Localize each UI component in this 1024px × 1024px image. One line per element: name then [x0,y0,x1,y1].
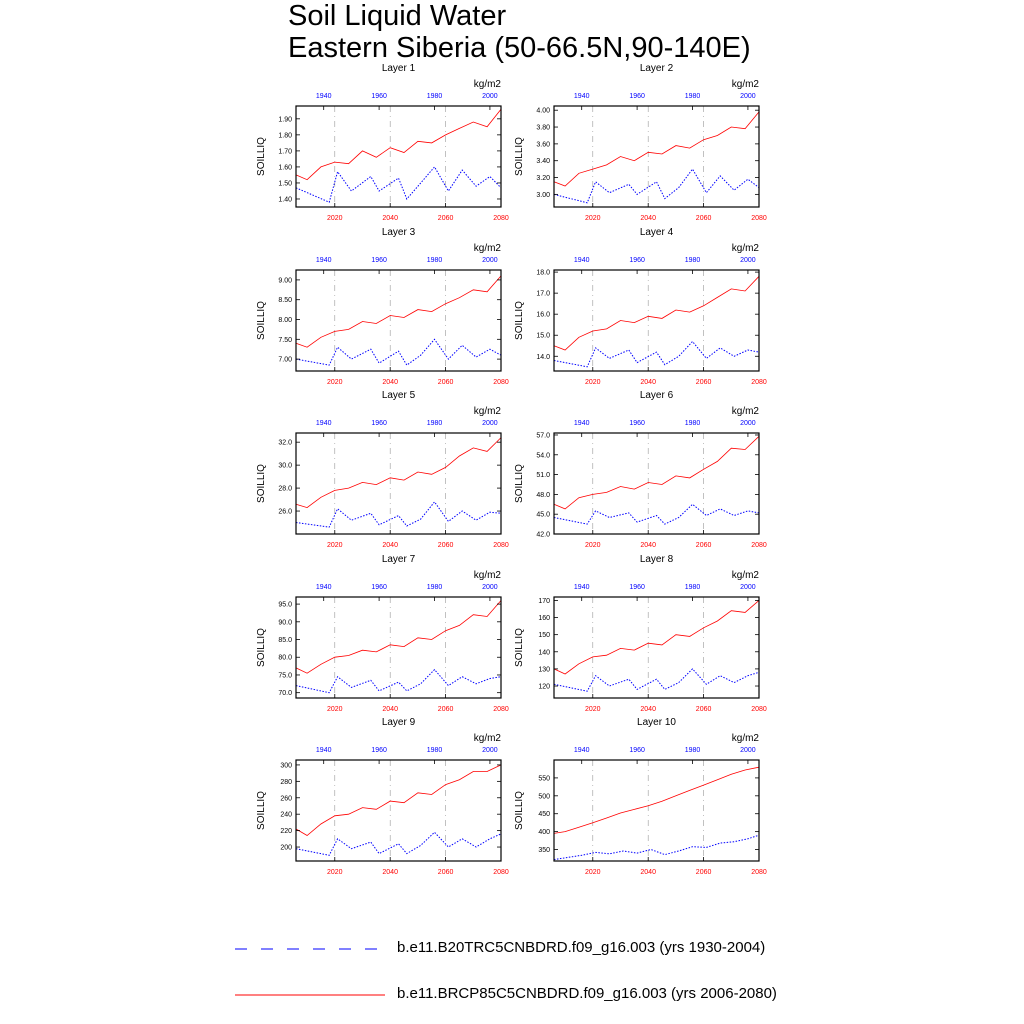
legend-swatch-hist [235,939,385,959]
series-line-future [554,767,759,833]
units-label: kg/m2 [731,79,759,90]
chart-panel-4 [514,227,767,386]
y-tick-label: 42.0 [536,531,550,539]
x-tick-label-future: 2040 [640,379,656,386]
series-line-hist [554,835,759,859]
x-tick-label-hist: 1980 [684,584,701,591]
y-tick-label: 75.0 [278,672,292,680]
y-tick-label: 48.0 [536,491,550,499]
x-tick-label-hist: 2000 [482,584,498,591]
chart-panel-1 [256,63,509,222]
x-tick-label-hist: 1940 [315,420,332,427]
x-tick-label-future: 2020 [584,542,601,549]
y-axis-label: SOILLIQ [256,301,267,340]
series-line-future [296,601,501,674]
x-tick-label-future: 2060 [437,869,454,876]
series-line-hist [554,504,759,524]
y-axis-label: SOILLIQ [514,791,525,830]
x-tick-label-hist: 1940 [315,257,332,264]
x-tick-label-future: 2080 [751,379,767,386]
x-tick-label-future: 2080 [751,215,767,222]
y-tick-label: 95.0 [278,601,292,609]
series-line-hist [554,342,759,367]
x-tick-label-future: 2060 [695,215,712,222]
x-tick-label-future: 2080 [493,869,509,876]
x-tick-label-hist: 1940 [573,747,590,754]
x-tick-label-hist: 2000 [740,257,756,264]
x-tick-label-future: 2060 [695,706,712,713]
y-tick-label: 300 [280,762,292,770]
y-tick-label: 3.20 [536,175,550,183]
y-tick-label: 260 [280,795,292,803]
series-line-hist [554,669,759,691]
x-tick-label-future: 2060 [437,706,454,713]
x-tick-label-future: 2080 [493,706,509,713]
x-tick-label-future: 2020 [584,215,601,222]
y-tick-label: 120 [538,683,550,691]
series-line-hist [296,167,501,202]
y-tick-label: 9.00 [278,277,292,285]
y-tick-label: 350 [538,847,550,855]
units-label: kg/m2 [731,570,759,581]
x-tick-label-hist: 2000 [482,747,498,754]
y-tick-label: 28.0 [278,485,292,493]
x-tick-label-future: 2040 [640,706,656,713]
legend-label-future: b.e11.BRCP85C5CNBDRD.f09_g16.003 (yrs 2006-2080) [397,985,777,1002]
y-tick-label: 1.60 [278,164,292,172]
plot-frame [554,106,759,207]
chart-panel-3 [256,227,509,386]
y-tick-label: 26.0 [278,508,292,516]
x-tick-label-future: 2020 [584,869,601,876]
x-tick-label-future: 2080 [493,215,509,222]
x-tick-label-hist: 1940 [573,93,590,100]
x-tick-label-hist: 1980 [684,420,701,427]
x-tick-label-future: 2060 [437,215,454,222]
x-tick-label-future: 2080 [493,379,509,386]
y-axis-label: SOILLIQ [514,464,525,503]
x-tick-label-future: 2040 [382,542,398,549]
y-tick-label: 220 [280,828,292,836]
x-tick-label-hist: 1980 [426,93,443,100]
chart-panel-2 [514,63,767,222]
chart-panel-5 [256,390,509,549]
x-tick-label-hist: 1960 [629,747,645,754]
panel-title: Layer 10 [637,717,676,728]
y-axis-label: SOILLIQ [256,628,267,667]
y-tick-label: 8.50 [278,297,292,305]
y-tick-label: 1.40 [278,196,292,204]
x-tick-label-hist: 1980 [684,257,701,264]
x-tick-label-future: 2080 [751,542,767,549]
x-tick-label-future: 2060 [437,379,454,386]
y-tick-label: 3.60 [536,141,550,149]
x-tick-label-future: 2080 [751,869,767,876]
x-tick-label-future: 2060 [437,542,454,549]
x-tick-label-future: 2020 [584,379,601,386]
x-tick-label-hist: 1980 [684,93,701,100]
x-tick-label-future: 2040 [382,706,398,713]
panel-title: Layer 6 [639,390,674,401]
series-line-hist [296,832,501,855]
y-tick-label: 85.0 [278,637,292,645]
panel-title: Layer 8 [639,554,674,565]
y-axis-label: SOILLIQ [256,464,267,503]
x-tick-label-hist: 1960 [371,257,387,264]
plot-frame [554,270,759,371]
plot-frame [296,270,501,371]
y-tick-label: 400 [538,829,550,837]
y-axis-label: SOILLIQ [256,791,267,830]
y-tick-label: 51.0 [536,472,550,480]
y-tick-label: 3.40 [536,158,550,166]
x-tick-label-hist: 1940 [315,93,332,100]
panel-title: Layer 2 [639,63,674,74]
units-label: kg/m2 [731,406,759,417]
series-line-hist [296,339,501,365]
x-tick-label-hist: 1960 [629,584,645,591]
y-tick-label: 30.0 [278,462,292,470]
y-tick-label: 7.50 [278,336,292,344]
units-label: kg/m2 [473,733,501,744]
x-tick-label-future: 2020 [584,706,601,713]
y-tick-label: 150 [538,632,550,640]
y-tick-label: 240 [280,811,292,819]
chart-panel-7 [256,554,509,713]
panel-title: Layer 1 [381,63,416,74]
y-tick-label: 140 [538,649,550,657]
y-tick-label: 280 [280,778,292,786]
y-tick-label: 32.0 [278,439,292,447]
y-axis-label: SOILLIQ [514,628,525,667]
units-label: kg/m2 [731,243,759,254]
y-axis-label: SOILLIQ [514,137,525,176]
x-tick-label-future: 2080 [493,542,509,549]
x-tick-label-hist: 1960 [629,420,645,427]
x-tick-label-hist: 1960 [371,420,387,427]
series-line-future [554,276,759,350]
x-tick-label-hist: 1940 [315,584,332,591]
units-label: kg/m2 [731,733,759,744]
x-tick-label-hist: 1980 [426,747,443,754]
units-label: kg/m2 [473,79,501,90]
x-tick-label-hist: 1960 [371,584,387,591]
x-tick-label-hist: 1940 [573,257,590,264]
chart-panel-9 [256,717,509,876]
y-axis-label: SOILLIQ [514,301,525,340]
x-tick-label-hist: 1980 [426,420,443,427]
y-tick-label: 160 [538,615,550,623]
x-tick-label-future: 2040 [640,869,656,876]
plot-frame [296,760,501,861]
y-tick-label: 17.0 [536,290,550,298]
y-tick-label: 14.0 [536,353,550,361]
units-label: kg/m2 [473,243,501,254]
y-tick-label: 18.0 [536,269,550,277]
y-tick-label: 54.0 [536,452,550,460]
x-tick-label-hist: 1960 [629,257,645,264]
x-tick-label-future: 2040 [382,869,398,876]
units-label: kg/m2 [473,406,501,417]
y-tick-label: 3.00 [536,191,550,199]
chart-panel-6 [514,390,767,549]
x-tick-label-future: 2040 [640,215,656,222]
x-tick-label-hist: 2000 [740,93,756,100]
y-tick-label: 90.0 [278,619,292,627]
x-tick-label-hist: 1960 [629,93,645,100]
y-tick-label: 70.0 [278,690,292,698]
series-line-future [296,765,501,836]
legend-label-hist: b.e11.B20TRC5CNBDRD.f09_g16.003 (yrs 1930-2004) [397,939,766,956]
chart-panel-8 [514,554,767,713]
x-tick-label-future: 2020 [326,869,343,876]
y-axis-label: SOILLIQ [256,137,267,176]
x-tick-label-future: 2020 [326,542,343,549]
y-tick-label: 500 [538,793,550,801]
plot-frame [554,597,759,698]
x-tick-label-hist: 2000 [482,93,498,100]
x-tick-label-hist: 1980 [426,257,443,264]
x-tick-label-future: 2020 [326,706,343,713]
y-tick-label: 170 [538,597,550,605]
chart-panel-10 [514,717,767,876]
panel-title: Layer 5 [381,390,416,401]
x-tick-label-future: 2040 [382,379,398,386]
y-tick-label: 4.00 [536,107,550,115]
series-line-hist [554,169,759,203]
series-line-future [554,112,759,186]
x-tick-label-hist: 1940 [573,584,590,591]
x-tick-label-future: 2060 [695,542,712,549]
panel-title: Layer 4 [639,227,674,238]
y-tick-label: 3.80 [536,124,550,132]
y-tick-label: 16.0 [536,311,550,319]
plot-frame [296,106,501,207]
y-tick-label: 7.00 [278,356,292,364]
y-tick-label: 450 [538,811,550,819]
y-tick-label: 45.0 [536,511,550,519]
x-tick-label-hist: 1960 [371,747,387,754]
y-tick-label: 1.90 [278,116,292,124]
x-tick-label-hist: 2000 [482,420,498,427]
y-tick-label: 8.00 [278,317,292,325]
x-tick-label-future: 2080 [751,706,767,713]
y-tick-label: 130 [538,666,550,674]
y-tick-label: 200 [280,844,292,852]
x-tick-label-future: 2060 [695,869,712,876]
x-tick-label-future: 2020 [326,215,343,222]
series-line-future [554,600,759,674]
x-tick-label-hist: 1980 [684,747,701,754]
series-line-future [296,276,501,347]
legend-swatch-future [235,985,385,1005]
y-tick-label: 1.70 [278,148,292,156]
chart-title-line1: Soil Liquid Water [288,0,507,32]
y-tick-label: 550 [538,775,550,783]
y-tick-label: 1.50 [278,180,292,188]
units-label: kg/m2 [473,570,501,581]
plot-frame [296,597,501,698]
x-tick-label-hist: 2000 [740,747,756,754]
y-tick-label: 1.80 [278,132,292,140]
x-tick-label-future: 2040 [640,542,656,549]
x-tick-label-hist: 2000 [740,420,756,427]
series-line-hist [296,670,501,693]
x-tick-label-future: 2060 [695,379,712,386]
y-tick-label: 80.0 [278,654,292,662]
x-tick-label-future: 2020 [326,379,343,386]
x-tick-label-hist: 1980 [426,584,443,591]
panel-title: Layer 3 [381,227,416,238]
series-line-hist [296,502,501,527]
chart-title-line2: Eastern Siberia (50-66.5N,90-140E) [288,32,751,64]
series-line-future [554,436,759,509]
x-tick-label-hist: 1940 [315,747,332,754]
x-tick-label-hist: 1940 [573,420,590,427]
y-tick-label: 15.0 [536,332,550,340]
plot-frame [296,433,501,534]
panel-title: Layer 9 [381,717,416,728]
panel-title: Layer 7 [381,554,416,565]
x-tick-label-hist: 2000 [482,257,498,264]
series-line-future [296,438,501,508]
x-tick-label-hist: 2000 [740,584,756,591]
x-tick-label-hist: 1960 [371,93,387,100]
x-tick-label-future: 2040 [382,215,398,222]
y-tick-label: 57.0 [536,432,550,440]
series-line-future [296,109,501,180]
